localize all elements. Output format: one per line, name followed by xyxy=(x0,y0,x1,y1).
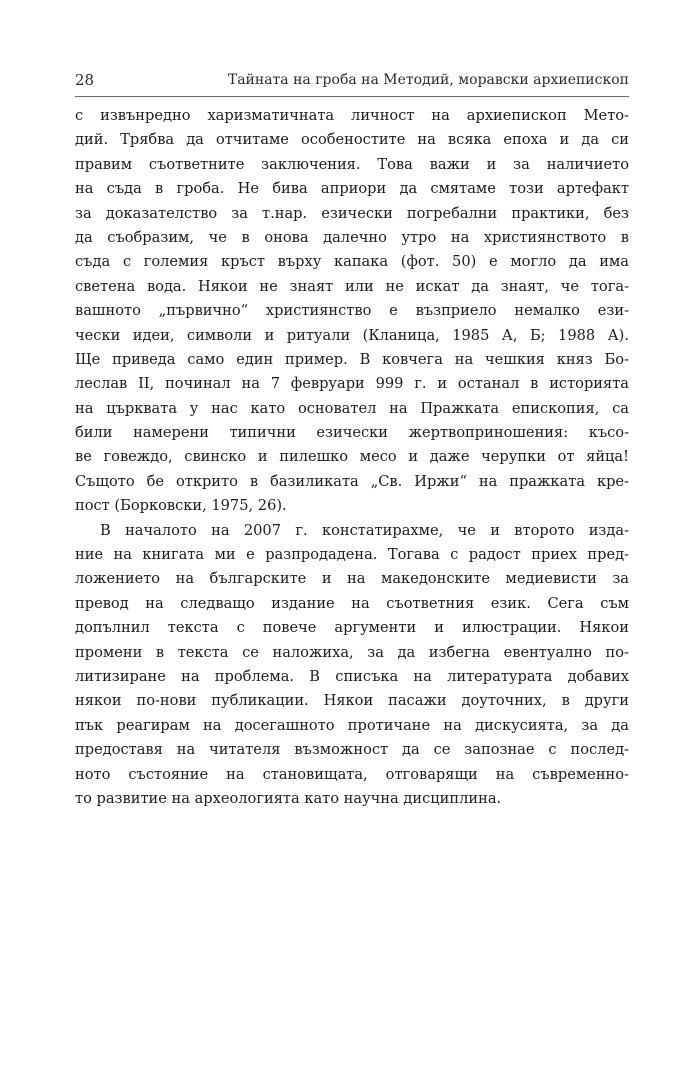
text-line: пък реагирам на досегашното протичане на дискусията, за да xyxy=(75,716,629,734)
text-line: на църквата у нас като основател на Пражката епископия, са xyxy=(75,399,629,417)
text-line: ние на книгата ми е разпродадена. Тогава с радост приех пред- xyxy=(75,546,629,564)
text-line: допълнил текста с повече аргументи и илюстрации. Някои xyxy=(75,619,629,637)
text-line: В началото на 2007 г. констатирахме, че и второто изда- xyxy=(100,521,629,539)
header-rule xyxy=(75,96,629,97)
text-line: правим съответните заключения. Това важи и за наличието xyxy=(75,155,629,173)
page-number: 28 xyxy=(75,71,95,89)
body-text xyxy=(75,104,629,811)
text-line: били намерени типични езически жертвоприношения: късо- xyxy=(75,424,629,442)
text-line: пост (Борковски, 1975, 26). xyxy=(75,497,287,515)
text-line: ното състояние на становищата, отговарящи на съвременно- xyxy=(75,765,629,783)
text-line: с извънредно харизматичната личност на архиепископ Мето- xyxy=(75,107,629,124)
text-line: вашното „първично“ християнство е възприело немалко ези- xyxy=(75,302,629,320)
text-line: промени в текста се наложиха, за да избегна евентуално по- xyxy=(75,643,629,661)
text-line: да съобразим, че в онова далечно утро на християнството в xyxy=(75,228,629,246)
text-line: за доказателство за т.нар. езически погребални практики, без xyxy=(75,204,629,222)
text-line: дий. Трябва да отчитаме особеностите на всяка епоха и да си xyxy=(75,131,629,149)
text-line: съда с големия кръст върху капака (фот. 50) е могло да има xyxy=(75,253,629,271)
text-line: чески идеи, символи и ритуали (Кланица, 1985 А, Б; 1988 А). xyxy=(75,326,629,344)
text-line: то развитие на археологията като научна дисциплина. xyxy=(75,789,502,807)
running-head: Тайната на гроба на Методий, моравски архиепископ xyxy=(227,72,629,88)
text-line: ве говеждо, свинско и пилешко месо и даже черупки от яйца! xyxy=(75,448,629,466)
page-header xyxy=(75,70,629,92)
paragraph-1 xyxy=(75,104,629,519)
text-line: Същото бе открито в базиликата „Св. Иржи“ на пражката кре- xyxy=(75,472,629,490)
text-line: леслав II, починал на 7 февруари 999 г. и останал в историята xyxy=(75,375,629,393)
text-line: някои по-нови публикации. Някои пасажи доуточних, в други xyxy=(75,692,629,710)
paragraph-2 xyxy=(75,519,629,812)
text-line: Ще приведа само един пример. В ковчега на чешкия княз Бо- xyxy=(75,350,629,368)
text-line: предоставя на читателя възможност да се запознае с послед- xyxy=(75,741,629,759)
text-line: ложението на българските и на македонските медиевисти за xyxy=(75,570,629,588)
text-line: светена вода. Някои не знаят или не искат да знаят, че тога- xyxy=(75,277,629,295)
text-line: на съда в гроба. Не бива априори да смятаме този артефакт xyxy=(75,180,629,198)
text-line: литизиране на проблема. В списъка на литературата добавих xyxy=(75,667,629,685)
text-line: превод на следващо издание на съответния език. Сега съм xyxy=(75,594,629,612)
